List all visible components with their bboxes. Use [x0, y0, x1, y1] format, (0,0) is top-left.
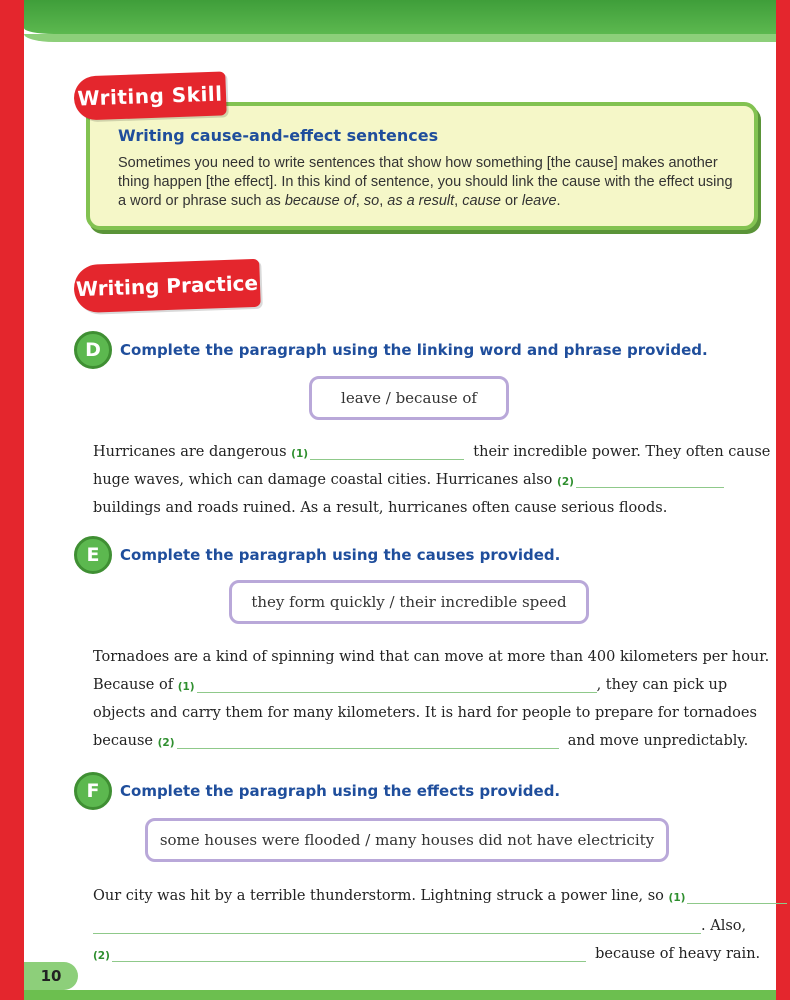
- top-banner: [24, 0, 776, 34]
- blank-number: (2): [557, 476, 574, 488]
- right-page-border: [776, 0, 790, 1000]
- paragraph-text: Our city was hit by a terrible thunderstorm. Lightning struck a power line, so: [93, 888, 664, 904]
- section-e-instruction: Complete the paragraph using the causes provided.: [120, 546, 561, 564]
- section-d-heading: [74, 331, 708, 369]
- section-d-line-1: [93, 438, 770, 460]
- blank-number: (1): [177, 681, 195, 693]
- paragraph-text: because: [93, 733, 153, 749]
- blank-number: (2): [93, 950, 110, 962]
- answer-blank-2[interactable]: [576, 471, 724, 488]
- section-e-line-4: [93, 727, 748, 749]
- section-f-heading: [74, 772, 560, 810]
- answer-blank-1[interactable]: [687, 887, 787, 904]
- section-f-line-2: [93, 912, 746, 934]
- blank-number: (1): [668, 892, 686, 904]
- paragraph-text: , they can pick up: [596, 677, 728, 693]
- left-page-border: [0, 0, 24, 1000]
- section-f-badge: F: [74, 772, 112, 810]
- section-e-line-1: [93, 643, 769, 665]
- writing-skill-title: Writing cause-and-effect sentences: [118, 126, 439, 145]
- section-f-line-3: [93, 940, 760, 962]
- section-d-line-2: [93, 466, 724, 488]
- answer-blank-1[interactable]: [197, 676, 597, 693]
- paragraph-text: . Also,: [701, 918, 747, 934]
- paragraph-text: huge waves, which can damage coastal cities. Hurricanes also: [93, 472, 553, 488]
- section-e-line-2: [93, 671, 727, 693]
- section-d-line-3: [93, 494, 667, 516]
- section-f-word-box: some houses were flooded / many houses did not have electricity: [145, 818, 669, 862]
- blank-number: (1): [291, 448, 309, 460]
- paragraph-text: their incredible power. They often cause: [473, 444, 771, 460]
- writing-skill-tag: Writing Skill: [73, 71, 226, 120]
- paragraph-text: and move unpredictably.: [567, 733, 749, 749]
- section-f-instruction: Complete the paragraph using the effects provided.: [120, 782, 561, 800]
- paragraph-text: Tornadoes are a kind of spinning wind that can move at more than 400 kilometers per hour.: [93, 649, 770, 665]
- section-e-word-box: they form quickly / their incredible speed: [229, 580, 589, 624]
- answer-blank-2[interactable]: [112, 945, 586, 962]
- paragraph-text: Because of: [93, 677, 174, 693]
- section-d-instruction: Complete the paragraph using the linking word and phrase provided.: [120, 341, 708, 359]
- section-e-heading: [74, 536, 560, 574]
- answer-blank-2[interactable]: [177, 732, 559, 749]
- section-f-line-1: [93, 882, 787, 904]
- section-d-badge: D: [74, 331, 112, 369]
- paragraph-text: because of heavy rain.: [595, 946, 761, 962]
- writing-skill-text: Sometimes you need to write sentences that show how something [the cause] makes another thing happen [the effect]. In this kind of sentence, you should link the cause with the effect using a word or phrase such as because of, so, as a result, cause or leave.: [118, 155, 733, 209]
- bottom-banner: [24, 990, 776, 1000]
- section-e-badge: E: [74, 536, 112, 574]
- section-d-word-box: leave / because of: [309, 376, 509, 420]
- answer-blank-1-continued[interactable]: [93, 917, 701, 934]
- writing-practice-tag: Writing Practice: [73, 259, 261, 313]
- paragraph-text: Hurricanes are dangerous: [93, 444, 287, 460]
- paragraph-text: objects and carry them for many kilometers. It is hard for people to prepare for tornadoes: [93, 705, 757, 721]
- page-number: 10: [24, 962, 78, 990]
- paragraph-text: buildings and roads ruined. As a result, hurricanes often cause serious floods.: [93, 500, 668, 516]
- blank-number: (2): [157, 737, 175, 749]
- section-e-line-3: [93, 699, 757, 721]
- writing-skill-box: [86, 102, 758, 230]
- answer-blank-1[interactable]: [310, 443, 464, 460]
